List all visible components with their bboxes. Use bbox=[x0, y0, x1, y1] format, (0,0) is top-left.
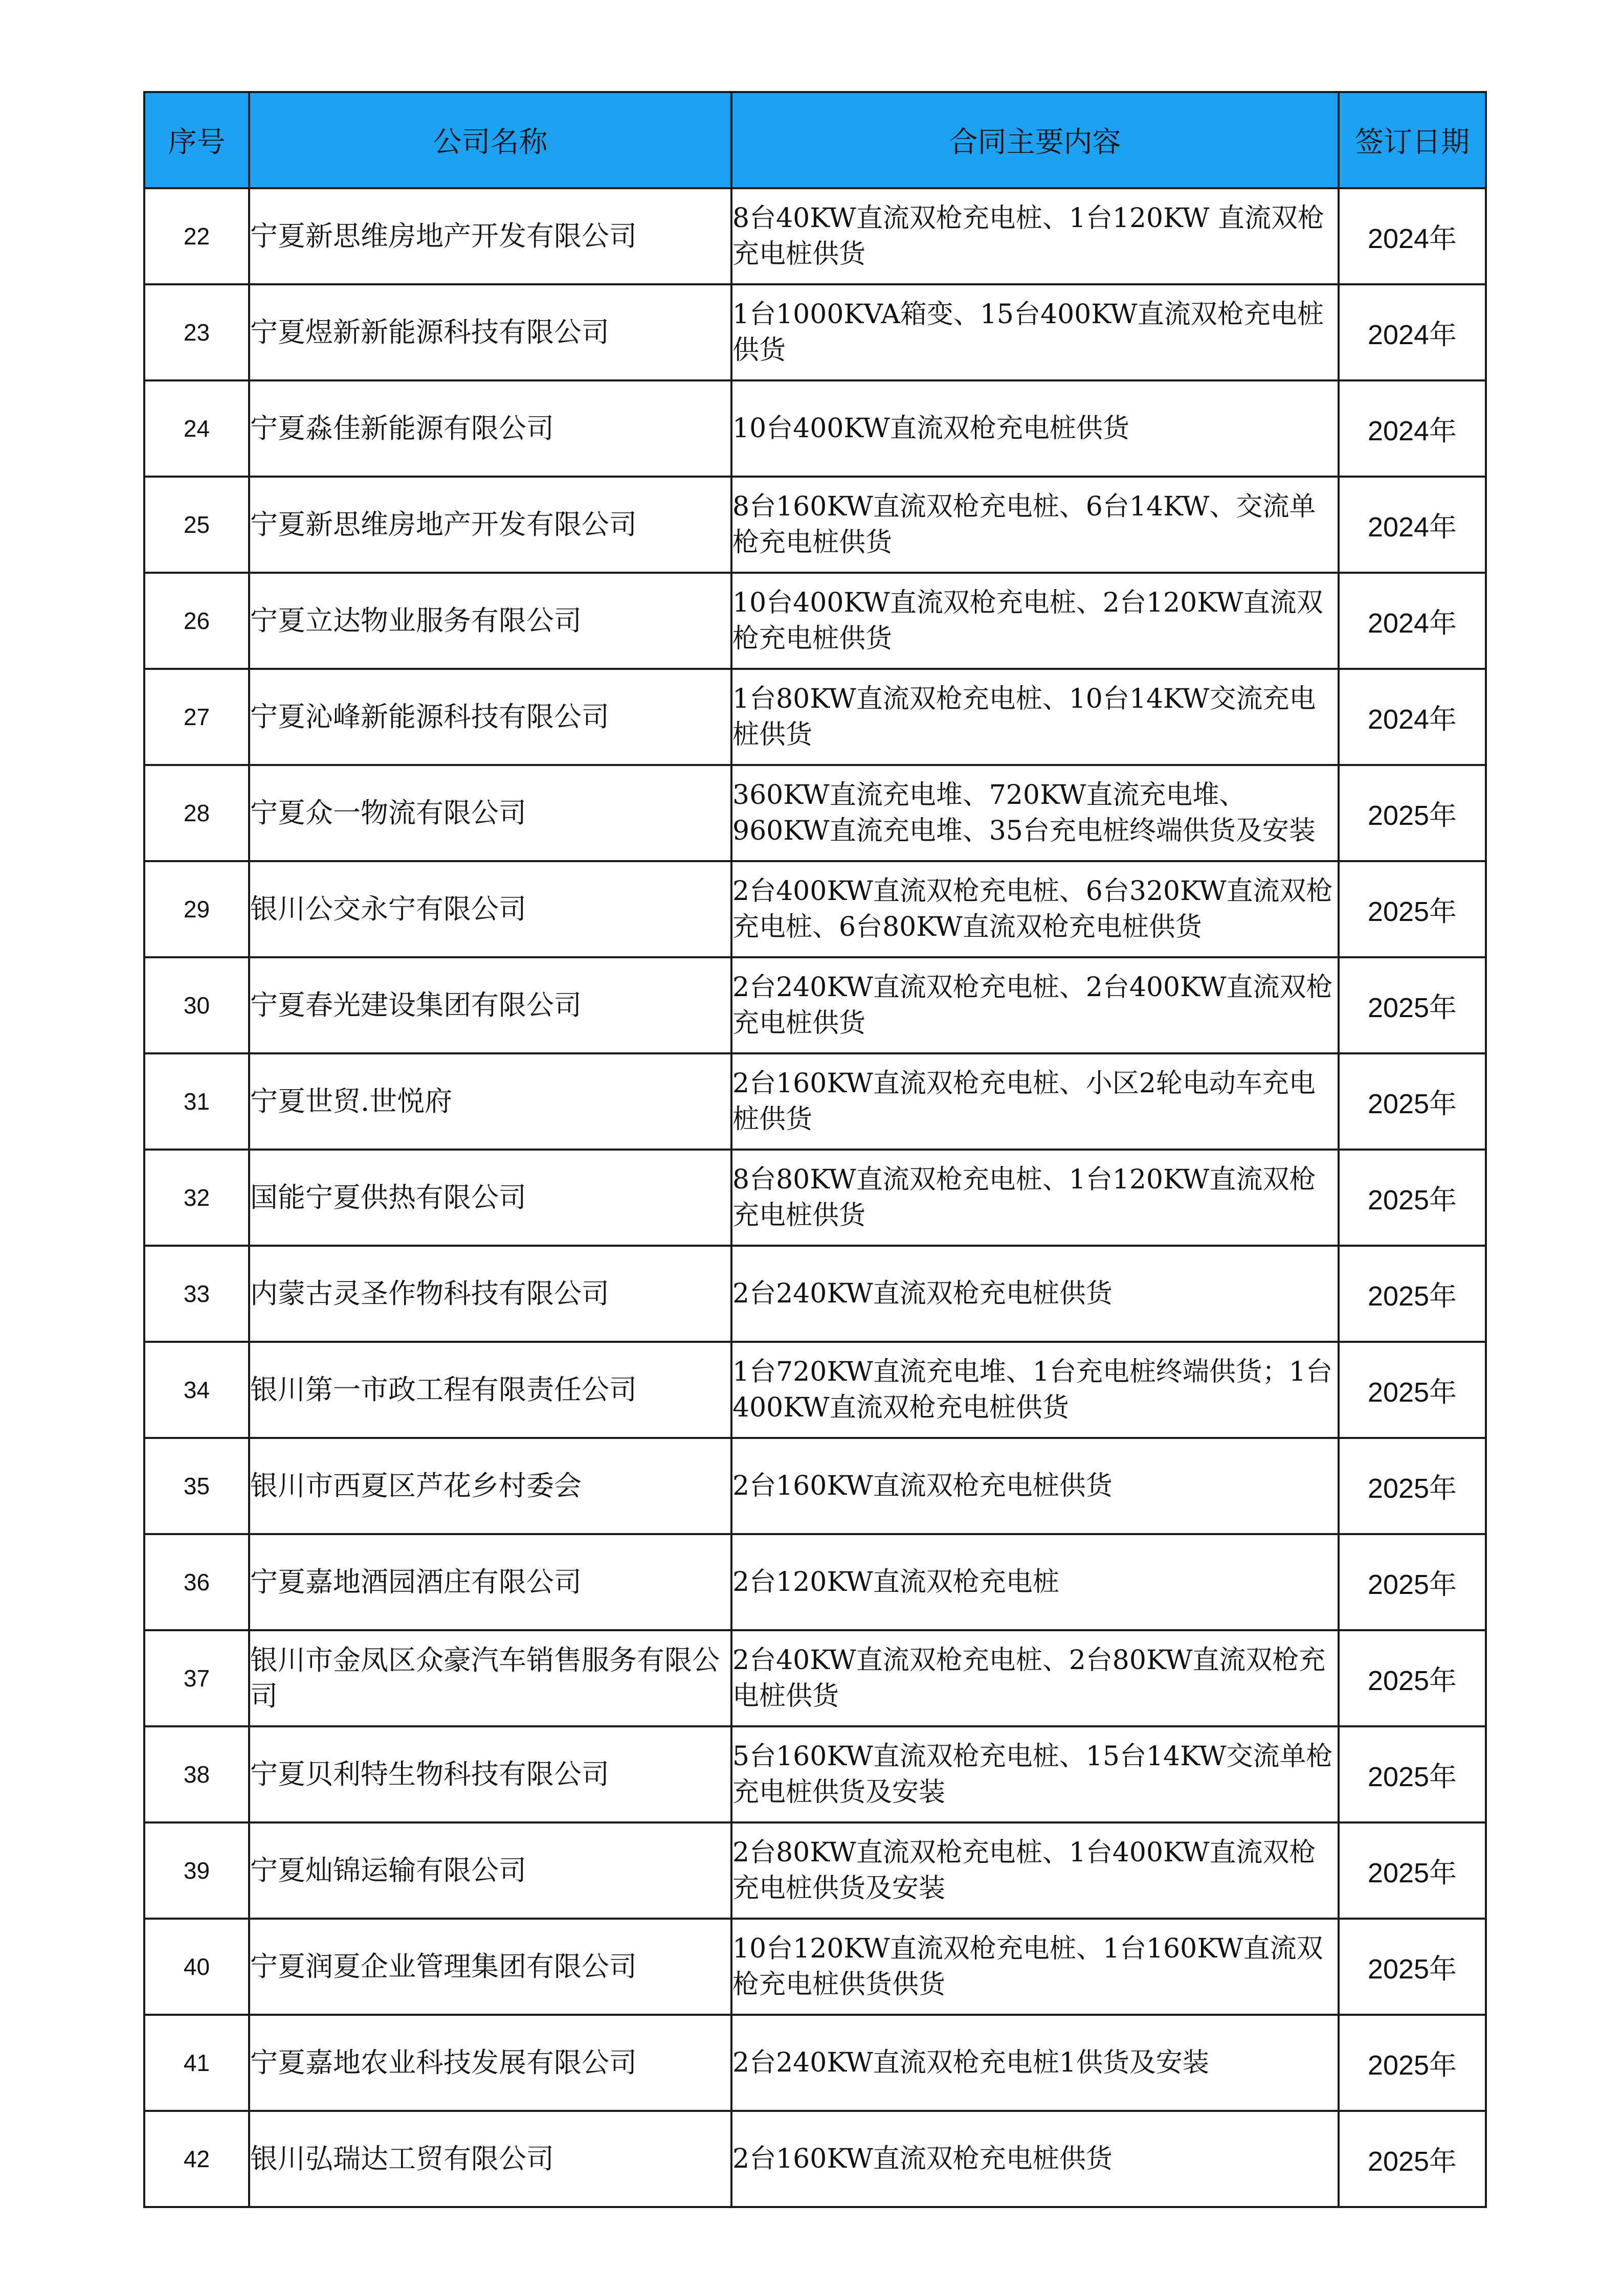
row-seq: 37 bbox=[144, 1630, 249, 1726]
row-date: 2025年 bbox=[1339, 1438, 1486, 1534]
row-company: 宁夏众一物流有限公司 bbox=[249, 765, 731, 861]
row-date: 2024年 bbox=[1339, 380, 1486, 477]
table-row bbox=[144, 1919, 1486, 2015]
row-date: 2025年 bbox=[1339, 1246, 1486, 1342]
row-seq: 35 bbox=[144, 1438, 249, 1534]
row-company: 宁夏春光建设集团有限公司 bbox=[249, 957, 731, 1053]
row-company: 宁夏淼佳新能源有限公司 bbox=[249, 380, 731, 477]
row-seq: 23 bbox=[144, 284, 249, 380]
row-content: 10台400KW直流双枪充电桩、2台120KW直流双枪充电桩供货 bbox=[731, 573, 1339, 669]
header-seq: 序号 bbox=[144, 92, 249, 188]
row-company: 内蒙古灵圣作物科技有限公司 bbox=[249, 1246, 731, 1342]
row-seq: 41 bbox=[144, 2015, 249, 2111]
row-date: 2025年 bbox=[1339, 1822, 1486, 1919]
table-row bbox=[144, 957, 1486, 1053]
row-seq: 30 bbox=[144, 957, 249, 1053]
table-header-row bbox=[144, 92, 1486, 188]
row-date: 2025年 bbox=[1339, 1342, 1486, 1438]
row-date: 2025年 bbox=[1339, 1726, 1486, 1822]
row-company: 宁夏润夏企业管理集团有限公司 bbox=[249, 1919, 731, 2015]
row-seq: 25 bbox=[144, 477, 249, 573]
row-seq: 34 bbox=[144, 1342, 249, 1438]
table-row bbox=[144, 1342, 1486, 1438]
row-content: 8台40KW直流双枪充电桩、1台120KW 直流双枪充电桩供货 bbox=[731, 188, 1339, 284]
row-date: 2025年 bbox=[1339, 2111, 1486, 2207]
row-content: 1台720KW直流充电堆、1台充电桩终端供货；1台400KW直流双枪充电桩供货 bbox=[731, 1342, 1339, 1438]
table-row bbox=[144, 861, 1486, 957]
row-company: 国能宁夏供热有限公司 bbox=[249, 1150, 731, 1246]
row-content: 5台160KW直流双枪充电桩、15台14KW交流单枪充电桩供货及安装 bbox=[731, 1726, 1339, 1822]
row-content: 2台240KW直流双枪充电桩供货 bbox=[731, 1246, 1339, 1342]
row-seq: 40 bbox=[144, 1919, 249, 2015]
row-seq: 39 bbox=[144, 1822, 249, 1919]
table-row bbox=[144, 188, 1486, 284]
row-company: 宁夏新思维房地产开发有限公司 bbox=[249, 477, 731, 573]
row-seq: 22 bbox=[144, 188, 249, 284]
row-company: 银川市金凤区众豪汽车销售服务有限公司 bbox=[249, 1630, 731, 1726]
table-row bbox=[144, 1438, 1486, 1534]
table-row bbox=[144, 765, 1486, 861]
row-seq: 26 bbox=[144, 573, 249, 669]
row-date: 2025年 bbox=[1339, 1630, 1486, 1726]
header-date: 签订日期 bbox=[1339, 92, 1486, 188]
table-row bbox=[144, 1630, 1486, 1726]
row-content: 2台240KW直流双枪充电桩、2台400KW直流双枪充电桩供货 bbox=[731, 957, 1339, 1053]
row-company: 宁夏嘉地酒园酒庄有限公司 bbox=[249, 1534, 731, 1630]
row-date: 2025年 bbox=[1339, 957, 1486, 1053]
row-seq: 33 bbox=[144, 1246, 249, 1342]
table-row bbox=[144, 1246, 1486, 1342]
table-row bbox=[144, 2015, 1486, 2111]
row-company: 宁夏贝利特生物科技有限公司 bbox=[249, 1726, 731, 1822]
table-row bbox=[144, 284, 1486, 380]
row-date: 2025年 bbox=[1339, 861, 1486, 957]
contracts-table bbox=[143, 91, 1487, 2208]
row-date: 2024年 bbox=[1339, 188, 1486, 284]
row-date: 2025年 bbox=[1339, 1053, 1486, 1150]
row-seq: 38 bbox=[144, 1726, 249, 1822]
row-company: 宁夏沁峰新能源科技有限公司 bbox=[249, 669, 731, 765]
table-row bbox=[144, 573, 1486, 669]
row-date: 2025年 bbox=[1339, 1150, 1486, 1246]
row-seq: 27 bbox=[144, 669, 249, 765]
table-row bbox=[144, 1822, 1486, 1919]
row-company: 银川第一市政工程有限责任公司 bbox=[249, 1342, 731, 1438]
row-company: 银川公交永宁有限公司 bbox=[249, 861, 731, 957]
table-row bbox=[144, 380, 1486, 477]
table-row bbox=[144, 477, 1486, 573]
row-seq: 24 bbox=[144, 380, 249, 477]
row-company: 宁夏煜新新能源科技有限公司 bbox=[249, 284, 731, 380]
row-date: 2025年 bbox=[1339, 1919, 1486, 2015]
row-seq: 32 bbox=[144, 1150, 249, 1246]
row-seq: 31 bbox=[144, 1053, 249, 1150]
row-content: 10台400KW直流双枪充电桩供货 bbox=[731, 380, 1339, 477]
row-company: 银川弘瑞达工贸有限公司 bbox=[249, 2111, 731, 2207]
table-row bbox=[144, 2111, 1486, 2207]
row-content: 2台160KW直流双枪充电桩供货 bbox=[731, 2111, 1339, 2207]
row-date: 2025年 bbox=[1339, 1534, 1486, 1630]
row-content: 2台400KW直流双枪充电桩、6台320KW直流双枪充电桩、6台80KW直流双枪充电桩供货 bbox=[731, 861, 1339, 957]
row-content: 10台120KW直流双枪充电桩、1台160KW直流双枪充电桩供货供货 bbox=[731, 1919, 1339, 2015]
row-seq: 28 bbox=[144, 765, 249, 861]
row-content: 1台1000KVA箱变、15台400KW直流双枪充电桩供货 bbox=[731, 284, 1339, 380]
row-content: 2台160KW直流双枪充电桩、小区2轮电动车充电桩供货 bbox=[731, 1053, 1339, 1150]
row-content: 2台240KW直流双枪充电桩1供货及安装 bbox=[731, 2015, 1339, 2111]
header-company: 公司名称 bbox=[249, 92, 731, 188]
row-date: 2024年 bbox=[1339, 477, 1486, 573]
row-content: 1台80KW直流双枪充电桩、10台14KW交流充电桩供货 bbox=[731, 669, 1339, 765]
row-content: 2台80KW直流双枪充电桩、1台400KW直流双枪充电桩供货及安装 bbox=[731, 1822, 1339, 1919]
table-row bbox=[144, 1726, 1486, 1822]
row-date: 2025年 bbox=[1339, 765, 1486, 861]
row-company: 宁夏嘉地农业科技发展有限公司 bbox=[249, 2015, 731, 2111]
row-seq: 29 bbox=[144, 861, 249, 957]
table-row bbox=[144, 1534, 1486, 1630]
row-content: 2台120KW直流双枪充电桩 bbox=[731, 1534, 1339, 1630]
row-date: 2024年 bbox=[1339, 573, 1486, 669]
row-content: 360KW直流充电堆、720KW直流充电堆、960KW直流充电堆、35台充电桩终端供货及安装 bbox=[731, 765, 1339, 861]
row-company: 宁夏立达物业服务有限公司 bbox=[249, 573, 731, 669]
row-date: 2024年 bbox=[1339, 284, 1486, 380]
row-date: 2024年 bbox=[1339, 669, 1486, 765]
row-date: 2025年 bbox=[1339, 2015, 1486, 2111]
row-seq: 36 bbox=[144, 1534, 249, 1630]
row-content: 8台80KW直流双枪充电桩、1台120KW直流双枪充电桩供货 bbox=[731, 1150, 1339, 1246]
row-company: 宁夏灿锦运输有限公司 bbox=[249, 1822, 731, 1919]
table-row bbox=[144, 669, 1486, 765]
table-row bbox=[144, 1150, 1486, 1246]
row-company: 宁夏新思维房地产开发有限公司 bbox=[249, 188, 731, 284]
row-company: 银川市西夏区芦花乡村委会 bbox=[249, 1438, 731, 1534]
row-content: 8台160KW直流双枪充电桩、6台14KW、交流单枪充电桩供货 bbox=[731, 477, 1339, 573]
row-seq: 42 bbox=[144, 2111, 249, 2207]
header-content: 合同主要内容 bbox=[731, 92, 1339, 188]
row-content: 2台160KW直流双枪充电桩供货 bbox=[731, 1438, 1339, 1534]
row-company: 宁夏世贸.世悦府 bbox=[249, 1053, 731, 1150]
table-row bbox=[144, 1053, 1486, 1150]
row-content: 2台40KW直流双枪充电桩、2台80KW直流双枪充电桩供货 bbox=[731, 1630, 1339, 1726]
